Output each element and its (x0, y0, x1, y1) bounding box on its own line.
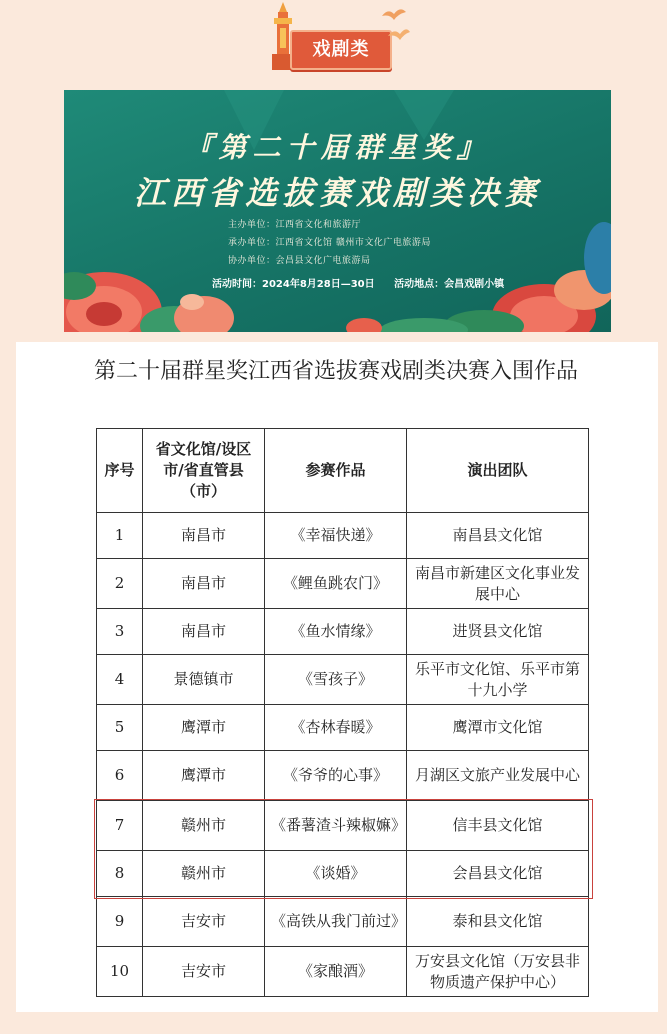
row-team: 鹰潭市文化馆 (407, 705, 589, 751)
banner-organizer: 主办单位：江西省文化和旅游厅 (228, 220, 362, 230)
row-number: 7 (97, 801, 143, 851)
row-work: 《鲤鱼跳农门》 (265, 559, 407, 609)
row-team: 南昌县文化馆 (407, 513, 589, 559)
row-number: 3 (97, 609, 143, 655)
table-row (97, 751, 589, 801)
row-work: 《番薯渣斗辣椒嫲》 (265, 801, 407, 851)
row-city: 景德镇市 (143, 655, 265, 705)
table-row (97, 559, 589, 609)
table-row (97, 655, 589, 705)
header-city: 省文化馆/设区市/省直管县（市） (143, 429, 265, 513)
row-number: 2 (97, 559, 143, 609)
document-title: 第二十届群星奖江西省选拔赛戏剧类决赛入围作品 (93, 359, 578, 384)
row-team: 乐平市文化馆、乐平市第十九小学 (407, 655, 589, 705)
header-work: 参赛作品 (265, 429, 407, 513)
row-city: 吉安市 (143, 897, 265, 947)
finalist-table (96, 428, 589, 997)
table-row (97, 897, 589, 947)
banner-co-organizer: 承办单位：江西省文化馆 赣州市文化广电旅游局 (228, 238, 431, 248)
section-tag: 戏剧类 (290, 30, 392, 70)
row-team: 月湖区文旅产业发展中心 (407, 751, 589, 801)
row-number: 4 (97, 655, 143, 705)
row-team: 会昌县文化馆 (407, 851, 589, 897)
row-city: 南昌市 (143, 609, 265, 655)
row-team: 南昌市新建区文化事业发展中心 (407, 559, 589, 609)
table-row (97, 513, 589, 559)
row-team: 信丰县文化馆 (407, 801, 589, 851)
event-place: 活动地点：会昌戏剧小镇 (394, 279, 505, 290)
table-header-row (97, 429, 589, 513)
section-header (0, 0, 667, 82)
event-time: 活动时间：2024年8月28日—30日 (212, 279, 375, 290)
row-work: 《爷爷的心事》 (265, 751, 407, 801)
table-row (97, 609, 589, 655)
row-work: 《家酿酒》 (265, 947, 407, 997)
header-number: 序号 (97, 429, 143, 513)
table-row (97, 705, 589, 751)
banner-assist-organizer: 协办单位：会昌县文化广电旅游局 (228, 256, 371, 266)
header-team: 演出团队 (407, 429, 589, 513)
table-row (97, 851, 589, 897)
row-work: 《幸福快递》 (265, 513, 407, 559)
row-number: 5 (97, 705, 143, 751)
row-work: 《谈婚》 (265, 851, 407, 897)
row-city: 赣州市 (143, 801, 265, 851)
row-city: 南昌市 (143, 559, 265, 609)
row-work: 《杏林春暖》 (265, 705, 407, 751)
row-team: 进贤县文化馆 (407, 609, 589, 655)
table-row (97, 801, 589, 851)
banner-event-info (212, 275, 520, 290)
banner-title-line2: 江西省选拔赛戏剧类决赛 (133, 174, 541, 212)
row-work: 《高铁从我门前过》 (265, 897, 407, 947)
row-city: 吉安市 (143, 947, 265, 997)
event-banner (64, 90, 611, 332)
row-work: 《鱼水情缘》 (265, 609, 407, 655)
row-number: 9 (97, 897, 143, 947)
banner-title-line1: 『第二十届群星奖』 (184, 131, 491, 164)
row-number: 6 (97, 751, 143, 801)
row-city: 鹰潭市 (143, 705, 265, 751)
row-city: 赣州市 (143, 851, 265, 897)
row-work: 《雪孩子》 (265, 655, 407, 705)
row-number: 8 (97, 851, 143, 897)
row-city: 南昌市 (143, 513, 265, 559)
row-team: 万安县文化馆（万安县非物质遗产保护中心） (407, 947, 589, 997)
row-number: 1 (97, 513, 143, 559)
row-number: 10 (97, 947, 143, 997)
row-city: 鹰潭市 (143, 751, 265, 801)
table-row (97, 947, 589, 997)
document-panel (16, 342, 658, 1012)
row-team: 泰和县文化馆 (407, 897, 589, 947)
birds-icon (378, 4, 412, 50)
